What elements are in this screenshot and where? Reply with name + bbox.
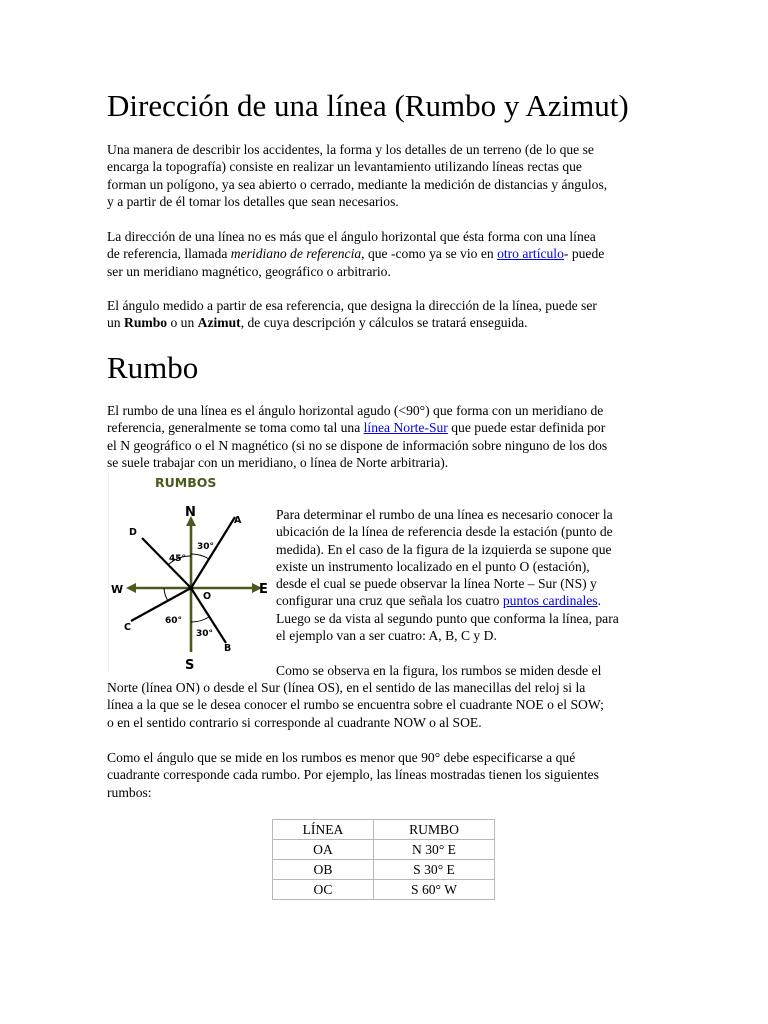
label-w: W [111,583,124,596]
bold-azimut: Azimut [197,315,241,331]
angle-arc-c [164,588,168,601]
observation-paragraph-first-line [276,662,666,679]
text-line: rumbos: [107,784,152,800]
text-line: La dirección de una línea no es más que el ángulo horizontal que ésta forma con una línea [107,229,596,244]
text-line: forman un polígono, ya sea abierto o cerrado, mediante la medición de distancias y ángulos, [107,176,608,192]
label-b: B [224,643,232,654]
intro-paragraph [107,141,667,210]
puntos-cardinales-link[interactable]: puntos cardinales [502,593,598,609]
text-line [276,592,666,609]
text-line: y a partir de él tomar los detalles que sean necesarios. [107,193,399,209]
label-c: C [124,622,131,633]
emphasis-text: meridiano de referencia [230,246,362,262]
label-o: O [203,591,212,602]
rumbos-diagram [108,472,270,672]
text-run: de referencia, llamada [107,246,231,262]
text-run: o un [167,315,198,331]
text-run: , de cuya descripción y cálculos se tratará enseguida. [240,315,528,331]
table-row [273,880,495,900]
text-line: existe un instrumento localizado en el punto O (estación), [276,558,590,574]
table-cell: S 30° E [374,860,495,880]
text-line: el ejemplo van a ser cuatro: A, B, C y D. [276,628,497,644]
text-run: que puede estar definida por [447,420,606,436]
rumbo-definition-paragraph [107,402,667,471]
text-line: desde el cual se puede observar la línea Norte – Sur (NS) y [276,576,597,592]
text-line: se suele trabajar con un meridiano, o línea de Norte arbitraria). [107,454,449,470]
label-d: D [129,527,137,538]
text-line: el N geográfico o el N magnético (si no se dispone de información sobre ninguno de los dos [107,437,608,453]
rumbos-table [272,819,495,900]
text-line: Para determinar el rumbo de una línea es necesario conocer la [276,507,613,522]
otro-articulo-link[interactable]: otro artículo [497,246,564,262]
column-header-linea: LÍNEA [273,820,374,840]
table-cell: OC [273,880,374,900]
text-run: - puede [563,246,605,262]
text-run: configurar una cruz que señala los cuatro [276,593,503,609]
ray-oa [191,517,235,588]
origin-point [189,586,194,591]
table-cell: S 60° W [374,880,495,900]
text-line: encarga la topografía) consiste en realizar un levantamiento utilizando líneas rectas que [107,159,582,175]
angle-label-d: 45° [169,554,187,564]
label-s: S [185,658,195,672]
angle-label-a: 30° [197,542,215,552]
label-e: E [259,582,268,597]
text-line: ubicación de la línea de referencia desde la estación (punto de [276,524,613,540]
text-line: Como se observa en la figura, los rumbos se miden desde el [276,663,602,678]
text-run: un [107,315,124,331]
text-line: ser un meridiano magnético, geográfico o arbitrario. [107,263,391,279]
angle-label-b: 30° [196,629,214,639]
angle-arc-b [191,617,209,622]
section-title-rumbo: Rumbo [107,350,199,385]
angle-label-c: 60° [165,616,183,626]
quadrant-paragraph [107,749,667,801]
text-run: . [597,593,602,609]
page-title: Dirección de una línea (Rumbo y Azimut) [107,88,629,123]
text-line [107,245,667,262]
figure-title: RUMBOS [155,475,217,490]
label-a: A [234,515,242,526]
text-line: Una manera de describir los accidentes, la forma y los detalles de un terreno (de lo que se [107,142,594,157]
direction-paragraph [107,228,667,280]
table-header-row [273,820,495,840]
column-header-rumbo: RUMBO [374,820,495,840]
bold-rumbo: Rumbo [124,315,168,331]
text-line: medida). En el caso de la figura de la izquierda se supone que [276,541,612,557]
text-line [107,314,667,331]
text-line: o en el sentido contrario si corresponde al cuadrante NOW o al SOE. [107,714,482,730]
text-line: cuadrante corresponde cada rumbo. Por ejemplo, las líneas mostradas tienen los siguientes [107,767,599,783]
table-cell: OA [273,840,374,860]
observation-paragraph [107,679,667,731]
table-row [273,860,495,880]
text-line: El rumbo de una línea es el ángulo horizontal agudo (<90°) que forma con un meridiano de [107,403,604,418]
text-line [107,419,667,436]
linea-norte-sur-link[interactable]: línea Norte-Sur [363,420,448,436]
text-line: línea a la que se le desea conocer el rumbo se encuentra sobre el cuadrante NOE o el SOW; [107,697,604,713]
reference-paragraph [107,297,667,332]
determination-paragraph [276,506,666,644]
text-run: referencia, generalmente se toma como tal una [107,420,364,436]
text-line: Como el ángulo que se mide en los rumbos es menor que 90° debe especificarse a qué [107,750,576,765]
table-cell: N 30° E [374,840,495,860]
table-cell: OB [273,860,374,880]
text-line: Luego se da vista al segundo punto que conforma la línea, para [276,610,619,626]
text-line: Norte (línea ON) o desde el Sur (línea OS), en el sentido de las manecillas del reloj si la [107,680,586,695]
text-line: El ángulo medido a partir de esa referencia, que designa la dirección de la línea, puede ser [107,298,597,313]
table-row [273,840,495,860]
west-arrow-icon [126,583,136,593]
text-run: , que -como ya se vio en [361,246,498,262]
angle-arc-a [191,554,209,559]
label-n: N [185,505,196,520]
